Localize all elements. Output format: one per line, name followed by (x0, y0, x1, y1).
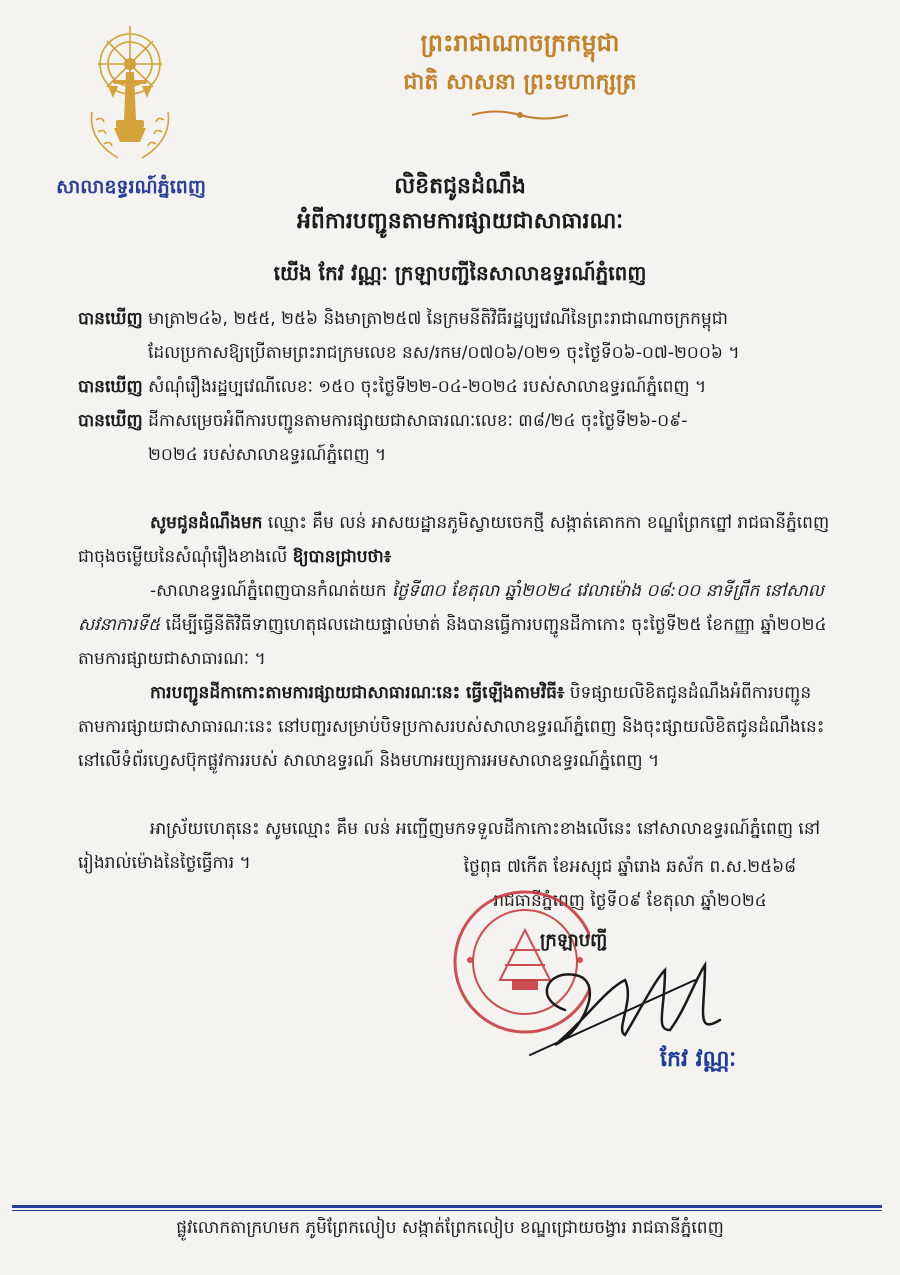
court-emblem-icon (78, 20, 182, 170)
lunar-date: ថ្ងៃពុធ ៧កើត ខែអស្សុជ ឆ្នាំរោង ឆស័ក ព.ស.២៥៦៨ (463, 857, 797, 877)
issuer-line: យើង កែវ វណ្ណៈ ក្រឡាបញ្ជីនៃសាលាឧទ្ធរណ៍ភ្នំពេញ (273, 261, 647, 285)
notice-item (78, 574, 830, 676)
court-name: សាលាឧទ្ធរណ៍ភ្នំពេញ (56, 176, 206, 198)
consideration-continuation: ដែលប្រកាសឱ្យប្រើតាមព្រះរាជក្រមលេខ នស/រកម/០៧០៦/០២១ ចុះថ្ងៃទី០៦-០៧-២០០៦ ។ (148, 343, 740, 363)
document-subtitle: អំពីការបញ្ជូនតាមការផ្សាយជាសាធារណៈ (296, 209, 624, 234)
consideration-lead: បានឃើញ (78, 309, 143, 329)
consideration-text: ដីកាសម្រេចអំពីការបញ្ជូនតាមការផ្សាយជាសាធារណៈលេខៈ ៣៨/២៤ ចុះថ្ងៃទី២៦-០៩- (142, 411, 688, 431)
notice-item-pre: -សាលាឧទ្ធរណ៍ភ្នំពេញបានកំណត់យក (150, 581, 392, 601)
handwritten-signature-icon (525, 950, 735, 1060)
consideration-lead: បានឃើញ (78, 411, 143, 431)
publication-paragraph (78, 676, 830, 778)
notice-lead: សូមជូនដំណឹងមក (150, 513, 263, 533)
closing-text: អាស្រ័យហេតុនេះ សូមឈ្មោះ គឹម លន់ អញ្ជើញមកទទួលដីកាកោះខាងលើនេះ នៅសាលាឧទ្ធរណ៍ភ្នំពេញ នៅរៀងរាល់ម៉ោងនៃថ្ងៃធ្វើការ ។ (78, 819, 821, 873)
signatory-title: ក្រឡាបញ្ជី (540, 930, 608, 951)
consideration-item (78, 404, 830, 472)
consideration-item (78, 302, 830, 370)
consideration-text: សំណុំរឿងរដ្ឋប្បវេណីលេខៈ ១៥០ ចុះថ្ងៃទី២២-០៤-២០២៤ របស់សាលាឧទ្ធរណ៍ភ្នំពេញ ។ (142, 377, 707, 397)
document-title: លិខិតជូនដំណឹង (394, 174, 526, 199)
notice-paragraph (78, 506, 830, 676)
ornament-divider-icon (470, 108, 570, 122)
footer-divider (12, 1205, 882, 1208)
footer-address: ផ្លូវលោកតាក្រហមក ភូមិព្រែកលៀប សង្កាត់ព្រែកលៀប ខណ្ឌជ្រោយចង្វារ រាជធានីភ្នំពេញ (176, 1218, 724, 1238)
notice-text: ឈ្មោះ គឹម លន់ អាសយដ្ឋានភូមិស្វាយចេកថ្មី សង្កាត់គោកកា ខណ្ឌព្រែកព្នៅ រាជធានីភ្នំពេញ ជាចុងចម្លើយនៃសំណុំរឿងខាងលើ (78, 513, 830, 567)
consideration-lead: បានឃើញ (78, 377, 143, 397)
publication-lead: ការបញ្ជូនដីកាកោះតាមការផ្សាយជាសាធារណៈនេះ ធ្វើឡើងតាមវិធី៖ (150, 683, 565, 703)
consideration-item (78, 370, 830, 404)
publication-text: បិទផ្សាយលិខិតជូនដំណឹងអំពីការបញ្ជូនតាមការផ្សាយជាសាធារណៈនេះ នៅបញ្ជរសម្រាប់បិទប្រកាសរបស់សាលាឧទ្ធរណ៍ភ្នំពេញ និងចុះផ្សាយលិខិតជូនដំណឹងនេះនៅលើទំព័រហ្វេសប៊ុកផ្លូវការរបស់ សាលាឧទ្ធរណ៍ និងមហាអយ្យការអមសាលាឧទ្ធរណ៍ភ្នំពេញ ។ (78, 683, 825, 771)
kingdom-title: ព្រះរាជាណាចក្រកម្ពុជា (420, 28, 620, 57)
notice-tail: ឱ្យបានជ្រាបថា៖ (292, 547, 392, 567)
footer-divider-thin (12, 1210, 882, 1211)
solar-date: រាជធានីភ្នំពេញ ថ្ងៃទី០៩ ខែតុលា ឆ្នាំ២០២៤ (493, 891, 767, 911)
notice-item-post: ដើម្បីធ្វើនីតិវិធីទាញហេតុផលដោយផ្ទាល់មាត់ និងបានធ្វើការបញ្ជូនដីកាកោះ ចុះថ្ងៃទី២៥ ខែកញ្ញា ឆ្នាំ២០២៤ តាមការផ្សាយជាសាធារណៈ ។ (78, 615, 827, 669)
signatory-name: កែវ វណ្ណៈ (660, 1047, 737, 1072)
considerations-block (78, 302, 830, 472)
hearing-datetime: ថ្ងៃទី៣០ ខែតុលា ឆ្នាំ២០២៤ វេលាម៉ោង ០៨:០០ នាទីព្រឹក នៅសាលសវនាការទី៥ (78, 581, 824, 635)
consideration-text: មាត្រា២៤៦, ២៥៥, ២៥៦ និងមាត្រា២៥៧ នៃក្រមនីតិវិធីរដ្ឋប្បវេណីនៃព្រះរាជាណាចក្រកម្ពុជា (142, 309, 728, 329)
consideration-continuation: ២០២៤ របស់សាលាឧទ្ធរណ៍ភ្នំពេញ ។ (148, 445, 387, 465)
national-motto: ជាតិ សាសនា ព្រះមហាក្សត្រ (403, 69, 637, 95)
